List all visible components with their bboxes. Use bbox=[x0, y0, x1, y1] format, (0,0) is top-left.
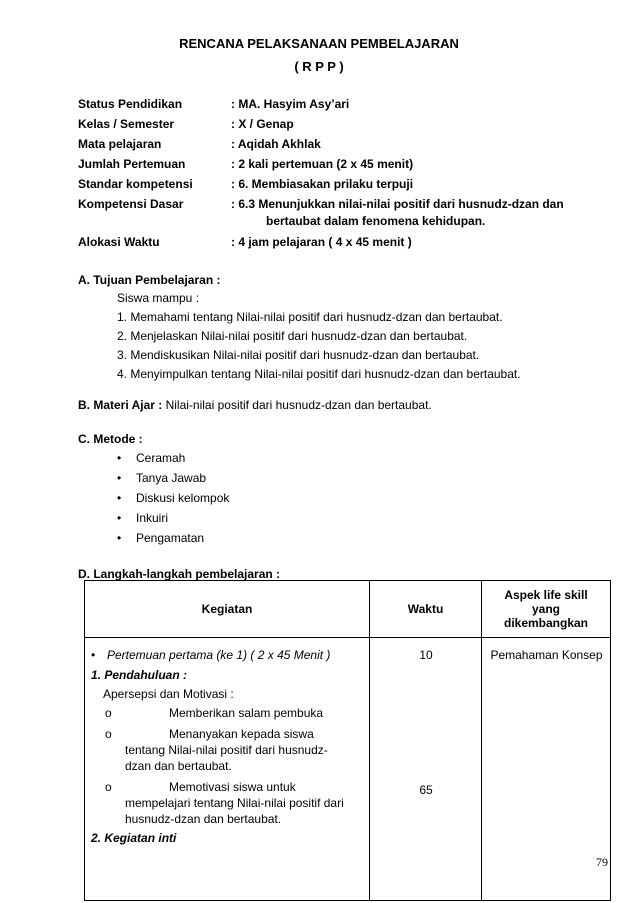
header-aspect-line: Aspek life skill bbox=[504, 588, 588, 602]
document-title: RENCANA PELAKSANAAN PEMBELAJARAN bbox=[179, 36, 459, 51]
method-item: Ceramah bbox=[136, 451, 186, 465]
info-label: Standar kompetensi bbox=[78, 177, 193, 191]
activity-text: dzan dan bertaubat. bbox=[125, 759, 232, 773]
table-header-row bbox=[85, 581, 611, 638]
method-item: Inkuiri bbox=[136, 511, 169, 525]
info-label: Jumlah Pertemuan bbox=[78, 157, 186, 171]
inti-heading: 2. Kegiatan inti bbox=[91, 831, 177, 845]
header-activity: Kegiatan bbox=[85, 581, 370, 638]
time-value: 65 bbox=[419, 783, 433, 797]
info-value: : 2 kali pertemuan (2 x 45 menit) bbox=[231, 157, 414, 171]
section-b bbox=[78, 398, 432, 412]
aspect-cell bbox=[482, 638, 611, 901]
objective-item: 2. Menjelaskan Nilai-nilai positif dari husnudz-dzan dan bertaubat. bbox=[117, 329, 468, 343]
bullet-icon: • bbox=[117, 491, 122, 505]
info-label: Kompetensi Dasar bbox=[78, 197, 184, 211]
document-subtitle: ( R P P ) bbox=[294, 59, 344, 74]
sub-marker-icon: o bbox=[105, 727, 112, 741]
info-value: : MA. Hasyim Asy’ari bbox=[231, 97, 350, 111]
section-b-heading: B. Materi Ajar : bbox=[78, 398, 163, 412]
method-item: Diskusi kelompok bbox=[136, 491, 230, 505]
header-aspect-line: dikembangkan bbox=[503, 616, 589, 630]
section-a-intro: Siswa mampu : bbox=[117, 291, 200, 305]
header-time: Waktu bbox=[370, 581, 482, 638]
page-number: 79 bbox=[596, 855, 608, 869]
method-item: Tanya Jawab bbox=[136, 471, 207, 485]
time-value: 10 bbox=[419, 648, 433, 662]
section-c-heading: C. Metode : bbox=[78, 432, 143, 446]
activity-cell bbox=[85, 638, 370, 901]
info-label: Mata pelajaran bbox=[78, 137, 162, 151]
sub-marker-icon: o bbox=[105, 706, 112, 720]
bullet-icon: • bbox=[117, 471, 122, 485]
activity-text: Memberikan salam pembuka bbox=[169, 706, 324, 720]
activity-text: husnudz-dzan dan bertaubat. bbox=[125, 812, 282, 826]
meeting-title: Pertemuan pertama (ke 1) ( 2 x 45 Menit ) bbox=[107, 648, 331, 662]
info-value: : 6.3 Menunjukkan nilai-nilai positif dari husnudz-dzan dan bbox=[231, 197, 564, 211]
info-label: Status Pendidikan bbox=[78, 97, 183, 111]
header-aspect bbox=[482, 581, 611, 638]
activity-text: Menanyakan kepada siswa bbox=[169, 727, 314, 741]
info-value: : X / Genap bbox=[231, 117, 294, 131]
header-aspect-line: yang bbox=[531, 602, 560, 616]
bullet-icon: • bbox=[117, 531, 122, 545]
section-d-heading: D. Langkah-langkah pembelajaran : bbox=[78, 567, 281, 581]
bullet-icon: • bbox=[91, 648, 96, 662]
bullet-icon: • bbox=[117, 451, 122, 465]
section-a-heading: A. Tujuan Pembelajaran : bbox=[78, 273, 221, 287]
info-label: Kelas / Semester bbox=[78, 117, 175, 131]
sub-marker-icon: o bbox=[105, 780, 112, 794]
aspect-value: Pemahaman Konsep bbox=[490, 648, 603, 662]
objective-item: 4. Menyimpulkan tentang Nilai-nilai positif dari husnudz-dzan dan bertaubat. bbox=[117, 367, 521, 381]
apersepsi-label: Apersepsi dan Motivasi : bbox=[103, 687, 234, 701]
intro-heading: 1. Pendahuluan : bbox=[91, 668, 188, 682]
time-cell bbox=[370, 638, 482, 901]
table-row bbox=[85, 638, 611, 901]
steps-table bbox=[84, 580, 611, 901]
info-value: : 4 jam pelajaran ( 4 x 45 menit ) bbox=[231, 235, 412, 249]
info-value-continued: bertaubat dalam fenomena kehidupan. bbox=[266, 214, 486, 228]
activity-text: Memotivasi siswa untuk bbox=[169, 780, 296, 794]
section-b-text: Nilai-nilai positif dari husnudz-dzan dan bertaubat. bbox=[162, 398, 432, 412]
bullet-icon: • bbox=[117, 511, 122, 525]
activity-text: tentang Nilai-nilai positif dari husnudz- bbox=[125, 743, 328, 757]
info-label: Alokasi Waktu bbox=[78, 235, 160, 249]
method-item: Pengamatan bbox=[136, 531, 205, 545]
objective-item: 1. Memahami tentang Nilai-nilai positif dari husnudz-dzan dan bertaubat. bbox=[117, 310, 503, 324]
info-value: : 6. Membiasakan prilaku terpuji bbox=[231, 177, 414, 191]
objective-item: 3. Mendiskusikan Nilai-nilai positif dari husnudz-dzan dan bertaubat. bbox=[117, 348, 480, 362]
info-value: : Aqidah Akhlak bbox=[231, 137, 321, 151]
activity-text: mempelajari tentang Nilai-nilai positif dari bbox=[125, 796, 344, 810]
